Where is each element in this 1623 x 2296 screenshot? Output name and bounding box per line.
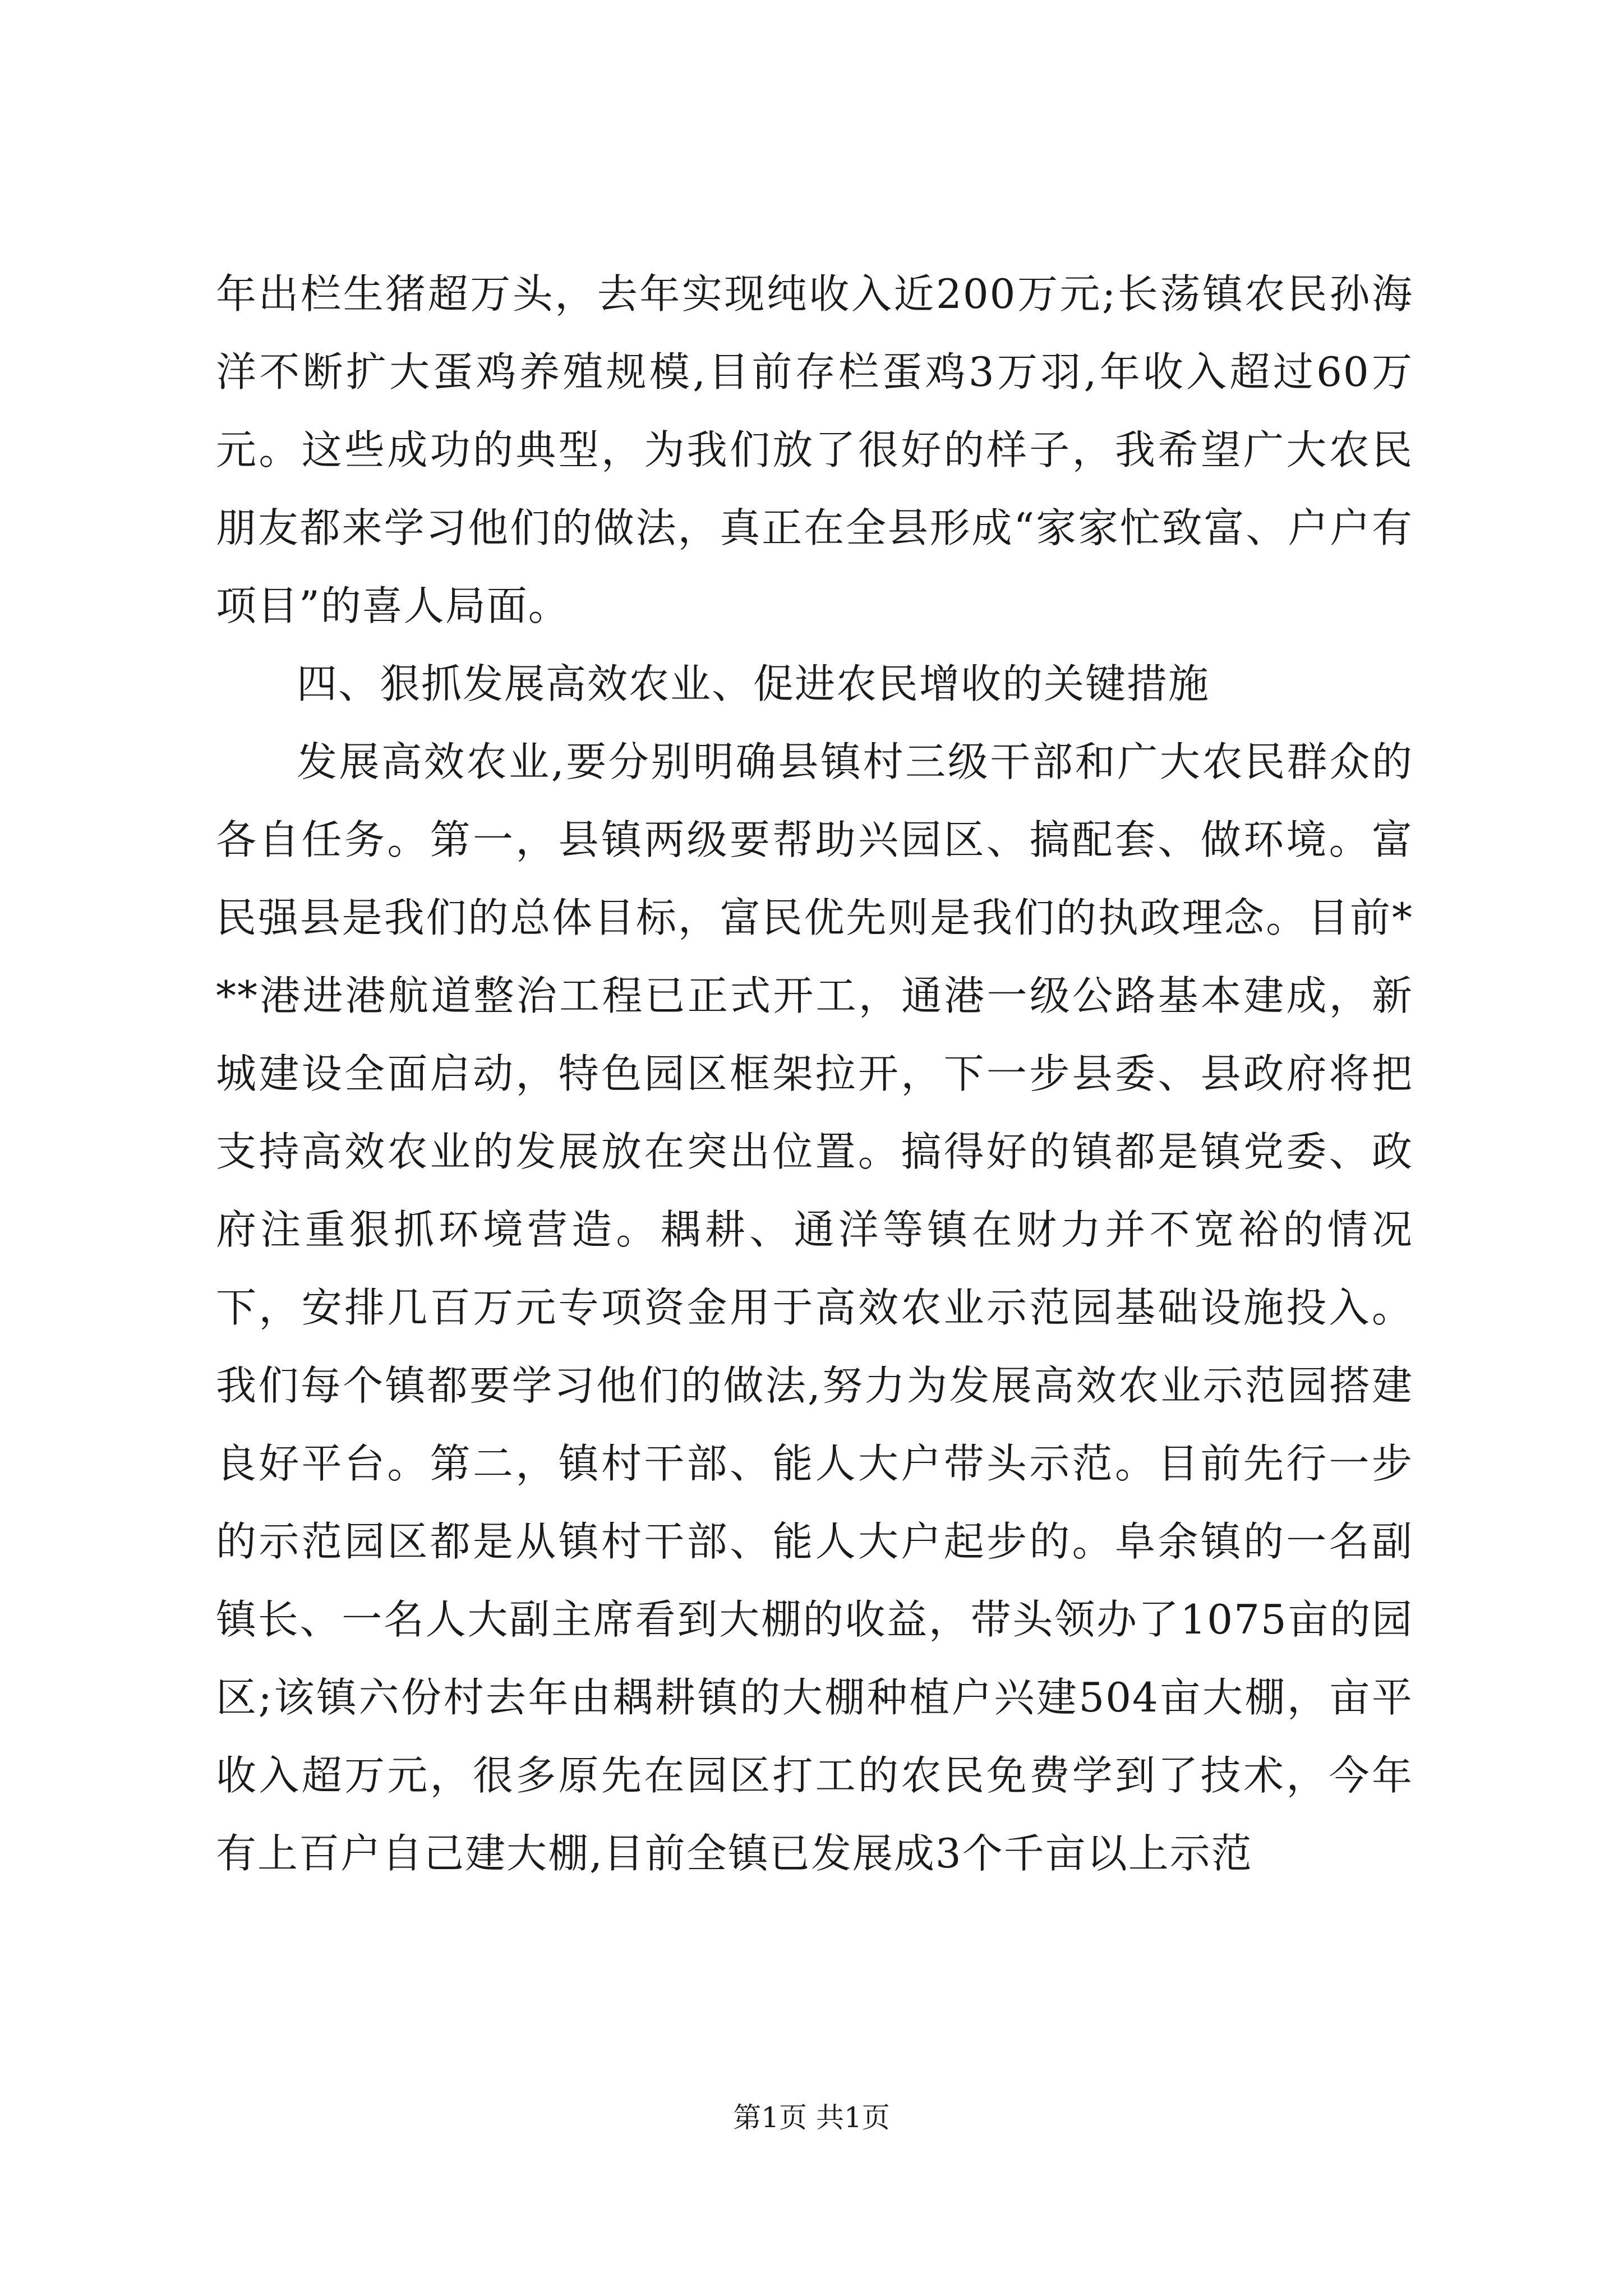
section-heading: 四、狠抓发展高效农业、促进农民增收的关键措施 xyxy=(297,660,1210,707)
paragraph-continued: 年出栏生猪超万头，去年实现纯收入近200万元;长荡镇农民孙海洋不断扩大蛋鸡养殖规模,目前存栏蛋鸡3万羽,年收入超过60万元。这些成功的典型，为我们放了很好的样子，我希望广大农民朋友都来学习他们的做法，真正在全县形成“家家忙致富、户户有项目”的喜人局面。 xyxy=(216,270,1413,629)
page-footer: 第1页 共1页 xyxy=(733,2101,890,2134)
document-body xyxy=(216,255,1413,1893)
paragraph: 发展高效农业,要分别明确县镇村三级干部和广大农民群众的各自任务。第一，县镇两级要帮助兴园区、搞配套、做环境。富民强县是我们的总体目标，富民优先则是我们的执政理念。目前***港进港航道整治工程已正式开工，通港一级公路基本建成，新城建设全面启动，特色园区框架拉开，下一步县委、县政府将把支持高效农业的发展放在突出位置。搞得好的镇都是镇党委、政府注重狠抓环境营造。耦耕、通洋等镇在财力并不宽裕的情况下，安排几百万元专项资金用于高效农业示范园基础设施投入。我们每个镇都要学习他们的做法,努力为发展高效农业示范园搭建良好平台。第二，镇村干部、能人大户带头示范。目前先行一步的示范园区都是从镇村干部、能人大户起步的。阜余镇的一名副镇长、一名人大副主席看到大棚的收益，带头领办了1075亩的园区;该镇六份村去年由耦耕镇的大棚种植户兴建504亩大棚，亩平收入超万元，很多原先在园区打工的农民免费学到了技术，今年有上百户自己建大棚,目前全镇已发展成3个千亩以上示范 xyxy=(216,738,1413,1877)
